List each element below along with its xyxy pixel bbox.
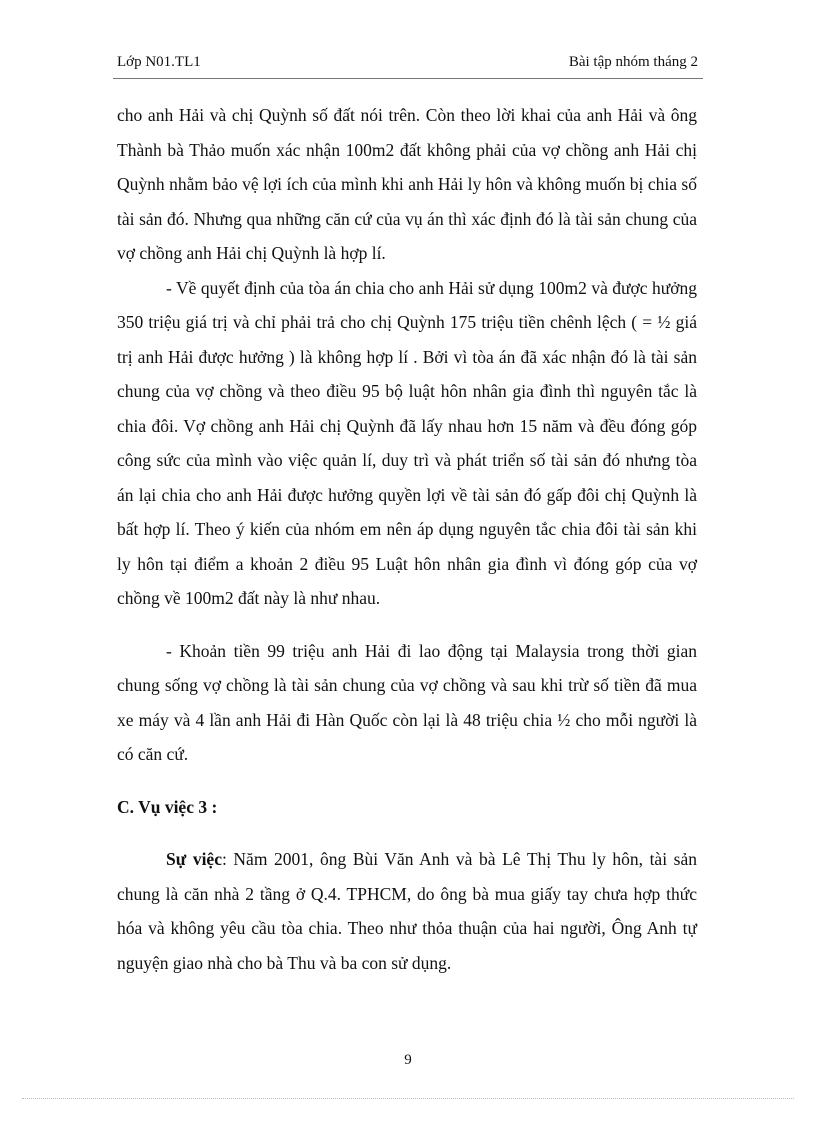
- case-facts-text: : Năm 2001, ông Bùi Văn Anh và bà Lê Thị Thu ly hôn, tài sản chung là căn nhà 2 tầng ở Q.4. TPHCM, do ông bà mua giấy tay chưa hợp thức hóa và không yêu cầu tòa chia. Theo như thỏa thuận của hai người, Ông Anh tự nguyện giao nhà cho bà Thu và ba con sử dụng.: [117, 849, 697, 973]
- page-bottom-border: [22, 1098, 794, 1099]
- paragraph-case-facts: [117, 842, 697, 980]
- header-class-label: Lớp N01.TL1: [117, 54, 201, 70]
- case-facts-lead: Sự việc: [166, 849, 222, 869]
- header-divider: [113, 78, 703, 79]
- page-header: [117, 52, 698, 72]
- document-body: [117, 98, 697, 980]
- section-heading: C. Vụ việc 3 :: [117, 796, 218, 817]
- header-assignment-title: Bài tập nhóm tháng 2: [568, 54, 698, 70]
- paragraph-continuation: cho anh Hải và chị Quỳnh số đất nói trên. Còn theo lời khai của anh Hải và ông Thành bà Thảo muốn xác nhận 100m2 đất không phải của vợ chồng anh Hải chị Quỳnh nhằm bảo vệ lợi ích của mình khi anh Hải ly hôn và không muốn bị chia số tài sản đó. Nhưng qua những căn cứ của vụ án thì xác định đó là tài sản chung của vợ chồng anh Hải chị Quỳnh là hợp lí.: [117, 105, 697, 263]
- paragraph-court-decision: - Về quyết định của tòa án chia cho anh Hải sử dụng 100m2 và được hưởng 350 triệu giá trị và chỉ phải trả cho chị Quỳnh 175 triệu tiền chênh lệch ( = ½ giá trị anh Hải được hưởng ) là không hợp lí . Bởi vì tòa án đã xác nhận đó là tài sản chung của vợ chồng và theo điều 95 bộ luật hôn nhân gia đình thì nguyên tắc là chia đôi. Vợ chồng anh Hải chị Quỳnh đã lấy nhau hơn 15 năm và đều đóng góp công sức của mình vào việc quản lí, duy trì và phát triển số tài sản đó nhưng tòa án lại chia cho anh Hải được hưởng quyền lợi về tài sản đó gấp đôi chị Quỳnh là bất hợp lí. Theo ý kiến của nhóm em nên áp dụng nguyên tắc chia đôi tài sản khi ly hôn tại điểm a khoản 2 điều 95 Luật hôn nhân gia đình vì đóng góp của vợ chồng về 100m2 đất này là như nhau.: [117, 277, 697, 608]
- page-number: 9: [404, 1052, 412, 1068]
- paragraph-malaysia-income: - Khoản tiền 99 triệu anh Hải đi lao động tại Malaysia trong thời gian chung sống vợ chồng là tài sản chung của vợ chồng và sau khi trừ số tiền đã mua xe máy và 4 lần anh Hải đi Hàn Quốc còn lại là 48 triệu chia ½ cho mỗi người là có căn cứ.: [117, 640, 697, 764]
